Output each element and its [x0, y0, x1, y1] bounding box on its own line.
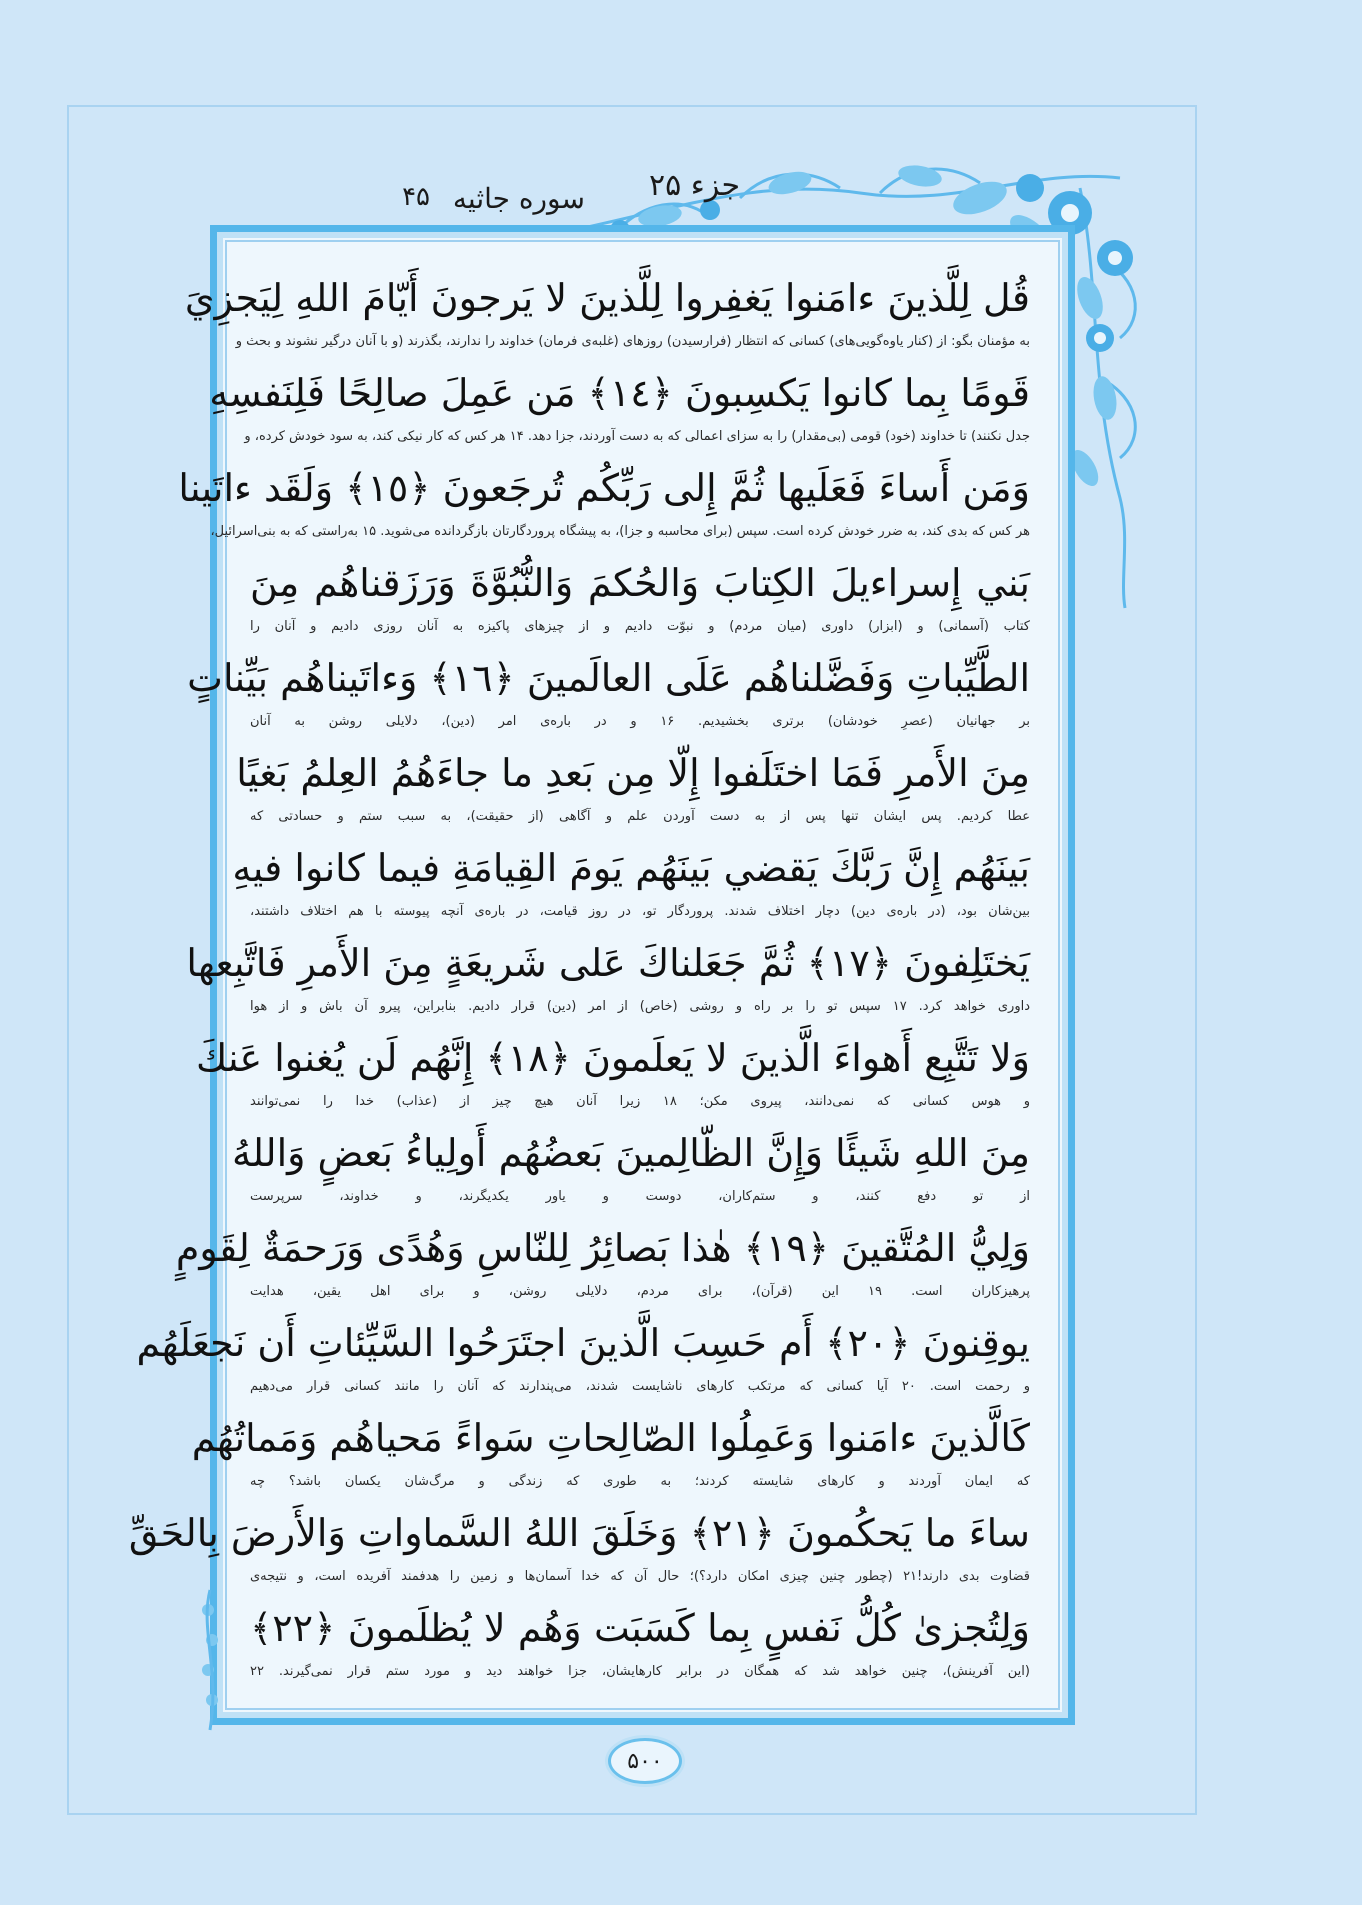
- verse-line: [196, 1025, 1030, 1120]
- persian-translation: عطا کردیم. پس ایشان تنها پس از به دست آوردن علم و آگاهی (از حقیقت)، به سبب ستم و حسادتی که: [250, 809, 1030, 824]
- arabic-text: قُل لِلَّذينَ ءامَنوا يَغفِروا لِلَّذينَ لا يَرجونَ أَيّامَ اللهِ لِيَجزِيَ: [184, 276, 1030, 320]
- persian-translation: جدل نکنند) تا خداوند (خود) قومی (بی‌مقدار) را به سزای اعمالی که به دست آوردند، جزا دهد. ۱۴ هر کس که کار نیکی کند، به سود خودش کرده، و: [244, 429, 1030, 444]
- persian-translation: هر کس که بدی کند، به ضرر خودش کرده است. سپس (برای محاسبه و جزا)، به پیشگاه پروردگارتان بازگردانده می‌شوید. ۱۵ به‌راستی که به بنی‌اسرائیل،: [210, 524, 1030, 539]
- persian-translation: به مؤمنان بگو: از (کنار یاوه‌گویی‌های) کسانی که انتظار (فرارسیدن) روزهای (غلبه‌ی فرمان) خداوند را ندارند، بگذرند (و با آنان درگیر نشوند و بحث و: [235, 334, 1030, 349]
- arabic-text: وَمَن أَساءَ فَعَلَيها ثُمَّ إِلى رَبِّكُم تُرجَعونَ ﴿١٥﴾ وَلَقَد ءاتَينا: [178, 466, 1030, 510]
- persian-translation: از تو دفع کنند، و ستم‌کاران، دوست و یاور یکدیگرند، و خداوند، سرپرست: [250, 1189, 1030, 1204]
- juz-label: جزء ۲۵: [649, 168, 740, 203]
- arabic-text: وَلِتُجزىٰ كُلُّ نَفسٍ بِما كَسَبَت وَهُم لا يُظلَمونَ ﴿٢٢﴾: [250, 1606, 1030, 1650]
- verse-lines: [128, 265, 1031, 1690]
- persian-translation: و هوس کسانی که نمی‌دانند، پیروی مکن؛ ۱۸ زیرا آنان هیچ چیز از (عذاب) خدا را نمی‌توانند: [250, 1094, 1030, 1109]
- verse-line: [186, 930, 1031, 1025]
- arabic-text: كَالَّذينَ ءامَنوا وَعَمِلُوا الصّالِحاتِ سَواءً مَحياهُم وَمَماتُهُم: [191, 1416, 1030, 1460]
- verse-line: [232, 835, 1030, 930]
- arabic-text: مِنَ الأَمرِ فَمَا اختَلَفوا إِلّا مِن بَعدِ ما جاءَهُمُ العِلمُ بَغيًا: [236, 751, 1030, 795]
- verse-line: [128, 1500, 1030, 1595]
- arabic-text: الطَّيِّباتِ وَفَضَّلناهُم عَلَى العالَمينَ ﴿١٦﴾ وَءاتَيناهُم بَيِّناتٍ: [187, 656, 1030, 700]
- persian-translation: که ایمان آوردند و کارهای شایسته کردند؛ به طوری که زندگی و مرگ‌شان یکسان باشد؟ چه: [250, 1474, 1030, 1489]
- surah-number: ۴۵: [402, 182, 430, 212]
- persian-translation: کتاب (آسمانی) و (ابزار) داوری (میان مردم) و نبوّت دادیم و از چیزهای پاکیزه به آنان روزی دادیم و آنان را: [250, 619, 1030, 634]
- arabic-text: قَومًا بِما كانوا يَكسِبونَ ﴿١٤﴾ مَن عَمِلَ صالِحًا فَلِنَفسِهِ: [209, 371, 1030, 415]
- verse-line: [178, 455, 1030, 550]
- verse-line: [236, 740, 1030, 835]
- persian-translation: قضاوت بدی دارند!۲۱ (چطور چنین چیزی امکان دارد؟)؛ حال آن که خدا آسمان‌ها و زمین را هدفمند آفریده است، و نتیجه‌ی: [250, 1569, 1030, 1584]
- arabic-text: يوقِنونَ ﴿٢٠﴾ أَم حَسِبَ الَّذينَ اجتَرَحُوا السَّيِّئاتِ أَن نَجعَلَهُم: [136, 1321, 1030, 1365]
- side-ornament-icon: [196, 1590, 226, 1730]
- arabic-text: يَختَلِفونَ ﴿١٧﴾ ثُمَّ جَعَلناكَ عَلى شَريعَةٍ مِنَ الأَمرِ فَاتَّبِعها: [186, 941, 1030, 985]
- arabic-text: بَينَهُم إِنَّ رَبَّكَ يَقضي بَينَهُم يَومَ القِيامَةِ فيما كانوا فيهِ: [232, 846, 1030, 890]
- page-header: [370, 168, 750, 218]
- page-number: ۵۰۰: [627, 1748, 663, 1774]
- persian-translation: داوری خواهد کرد. ۱۷ سپس تو را بر راه و روشی (خاص) از امر (دین) قرار دادیم. بنابراین، پیرو آن باش و از هوا: [250, 999, 1031, 1014]
- verse-line: [175, 1215, 1030, 1310]
- surah-label: سوره جاثیه: [452, 182, 585, 215]
- verse-line: [232, 1120, 1030, 1215]
- persian-translation: بر جهانیان (عصرِ خودشان) برتری بخشیدیم. ۱۶ و در باره‌ی امر (دین)، دلایلی روشن به آنان: [250, 714, 1030, 729]
- verse-line: [136, 1310, 1030, 1405]
- persian-translation: پرهیزکاران است. ۱۹ این (قرآن)، برای مردم، دلایلی روشن، و برای اهل یقین، هدایت: [250, 1284, 1030, 1299]
- persian-translation: و رحمت است. ۲۰ آیا کسانی که مرتکب کارهای ناشایست شدند، می‌پندارند که آنان را مانند کسانی قرار می‌دهیم: [250, 1379, 1030, 1394]
- verse-line: [191, 1405, 1030, 1500]
- verse-line: [209, 360, 1030, 455]
- persian-translation: بین‌شان بود، (در باره‌ی دین) دچار اختلاف شدند. پروردگار تو، در روز قیامت، در باره‌ی آنچه پیوسته با هم اختلاف داشتند،: [250, 904, 1030, 919]
- arabic-text: مِنَ اللهِ شَيئًا وَإِنَّ الظّالِمينَ بَعضُهُم أَولِياءُ بَعضٍ وَاللهُ: [232, 1131, 1030, 1175]
- page-number-medallion-icon: [608, 1738, 682, 1784]
- arabic-text: وَلا تَتَّبِع أَهواءَ الَّذينَ لا يَعلَمونَ ﴿١٨﴾ إِنَّهُم لَن يُغنوا عَنكَ: [196, 1036, 1030, 1080]
- verse-line: [250, 550, 1030, 645]
- verse-line: [187, 645, 1030, 740]
- verse-line: [184, 265, 1030, 360]
- arabic-text: ساءَ ما يَحكُمونَ ﴿٢١﴾ وَخَلَقَ اللهُ السَّماواتِ وَالأَرضَ بِالحَقِّ: [128, 1511, 1030, 1555]
- verse-line: [250, 1595, 1030, 1690]
- persian-translation: (این آفرینش)، چنین خواهد شد که همگان در برابر کارهایشان، جزا خواهند دید و مورد ستم قرار نمی‌گیرند. ۲۲: [250, 1664, 1030, 1679]
- arabic-text: بَني إِسراءيلَ الكِتابَ وَالحُكمَ وَالنُّبُوَّةَ وَرَزَقناهُم مِنَ: [250, 561, 1030, 605]
- arabic-text: وَلِيُّ المُتَّقينَ ﴿١٩﴾ هٰذا بَصائِرُ لِلنّاسِ وَهُدًى وَرَحمَةٌ لِقَومٍ: [175, 1226, 1030, 1270]
